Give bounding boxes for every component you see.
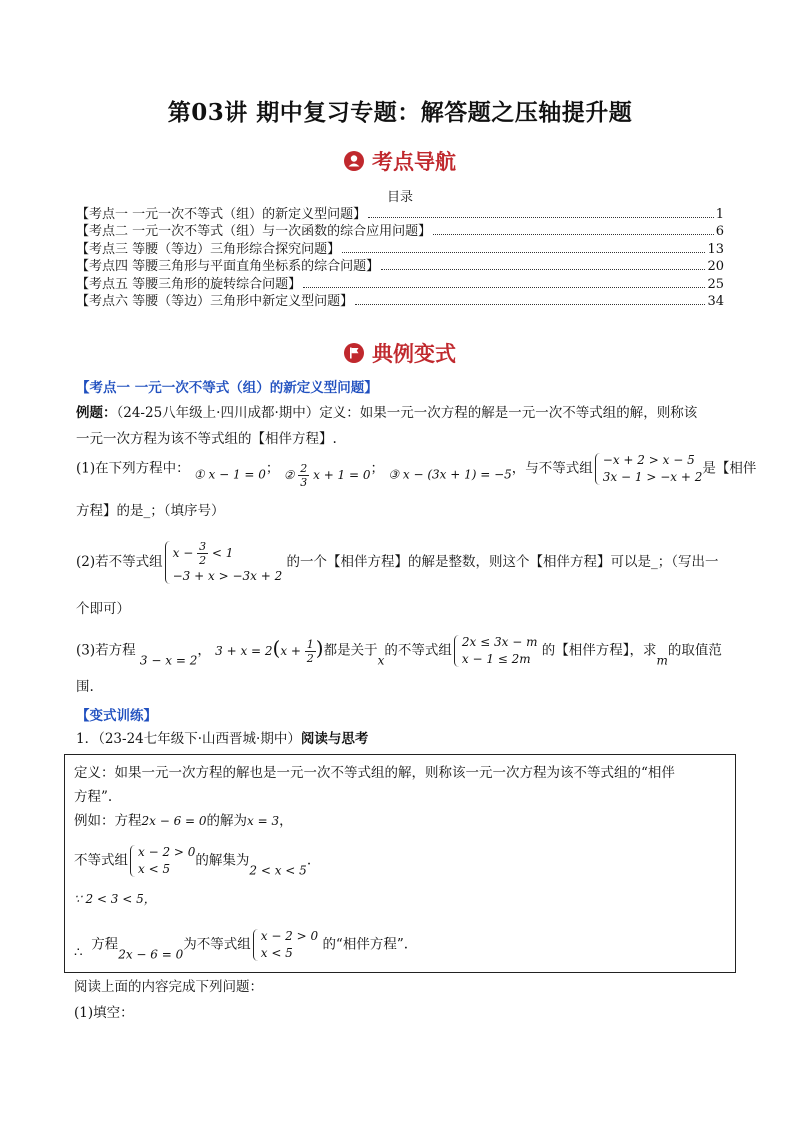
- toc-leader-dots: [433, 234, 714, 235]
- toc-leader-dots: [368, 217, 714, 218]
- box-line-2: 方程”.: [74, 789, 113, 805]
- toc-leader-dots: [342, 252, 705, 253]
- toc-item-page: 1: [715, 207, 724, 222]
- question-3-line2: 围.: [76, 679, 94, 695]
- example-intro: 例题：（24-25八年级上·四川成都·期中）定义：如果一元一次方程的解是一元一次不等式组的解，则称该: [76, 405, 698, 421]
- box-line-1: 定义：如果一元一次方程的解也是一元一次不等式组的解，则称该一元一次方程为该不等式组的“相伴: [74, 765, 675, 781]
- equation-3: ③ x − (3x + 1) = −5: [388, 467, 512, 482]
- toc-item-label: 【考点二 一元一次不等式（组）与一次函数的综合应用问题】: [76, 224, 432, 240]
- equation-3-a: 3 − x = 2: [139, 653, 198, 668]
- question-1-line2: 方程】的是_；（填序号）: [76, 503, 225, 519]
- box-inequality-system: x − 2 > 0 x < 5: [128, 844, 195, 878]
- toc-heading: 目录: [386, 190, 413, 205]
- toc-item-page: 20: [707, 259, 724, 275]
- equation-3-b: 3 + x = 2(x + $\frac{1}{2}$ ): [215, 635, 324, 665]
- question-2-line2: 个即可）: [76, 601, 130, 617]
- question-3: (3)若方程 3 − x = 2， 3 + x = 2(x + $\frac{1}{2}$ )都是关于x的不等式组 2x ≤ 3x − m x − 1 ≤ 2m 的【相伴方程】，求m的取值范: [76, 635, 722, 668]
- inequality-system-3: 2x ≤ 3x − m x − 1 ≤ 2m: [452, 634, 538, 668]
- inequality-system-2: x − $\frac{3}{2}$ < 1 −3 + x > −3x + 2: [163, 540, 283, 585]
- toc-leader-dots: [381, 269, 705, 270]
- toc-item[interactable]: [76, 255, 724, 275]
- toc-item[interactable]: [76, 238, 724, 255]
- page-title: 第03讲 期中复习专题：解答题之压轴提升题: [167, 99, 633, 126]
- toc-item-page: 34: [707, 294, 724, 309]
- user-icon: [344, 151, 364, 171]
- toc-item-label: 【考点四 等腰三角形与平面直角坐标系的综合问题】: [76, 259, 380, 275]
- box-line-5: ∵ 2 < 3 < 5，: [74, 892, 156, 906]
- toc-item[interactable]: [76, 290, 724, 307]
- toc-leader-dots: [303, 287, 705, 288]
- toc-item[interactable]: [76, 203, 724, 220]
- inequality-system-1: −x + 2 > x − 5 3x − 1 > −x + 2: [593, 452, 703, 486]
- toc-item-label: 【考点一 一元一次不等式（组）的新定义型问题】: [76, 207, 367, 222]
- toc-item[interactable]: [76, 273, 724, 290]
- question-2: (2)若不等式组 x − $\frac{3}{2}$ < 1 −3 + x > −3x + 2 的一个【相伴方程】的解是整数，则这个【相伴方程】可以是_；（写出一: [76, 540, 719, 583]
- example-intro-line2: 一元一次方程为该不等式组的【相伴方程】.: [76, 431, 337, 447]
- box-line-6: ∴ 方程2x − 6 = 0为不等式组 x − 2 > 0 x < 5 的“相伴方程”.: [74, 929, 409, 962]
- equation-2: ② $\frac{2}{3}$ x + 1 = 0: [283, 461, 371, 489]
- topic1-heading: 【考点一 一元一次不等式（组）的新定义型问题】: [76, 380, 378, 396]
- flag-icon: [344, 343, 364, 363]
- box-line-4: 不等式组 x − 2 > 0 x < 5 的解集为2 < x < 5.: [74, 845, 312, 878]
- variant-heading: 【变式训练】: [76, 708, 157, 724]
- toc-item-page: 13: [707, 241, 724, 257]
- toc-item[interactable]: [76, 220, 724, 240]
- box-line-3: 例如：方程2x − 6 = 0的解为x = 3，: [74, 813, 293, 829]
- example-label: 例题：: [76, 405, 117, 421]
- exercise-1-intro: 1．（23-24七年级下·山西晋城·期中）阅读与思考: [76, 731, 369, 747]
- toc-item-label: 【考点三 等腰（等边）三角形综合探究问题】: [76, 241, 341, 257]
- after-box-line-1: 阅读上面的内容完成下列问题：: [74, 979, 263, 995]
- examples-heading: 典例变式: [0, 338, 800, 368]
- toc-item-label: 【考点六 等腰（等边）三角形中新定义型问题】: [76, 294, 354, 309]
- toc-item-label: 【考点五 等腰三角形的旋转综合问题】: [76, 276, 302, 292]
- equation-1: ① x − 1 = 0: [193, 467, 266, 482]
- question-1: (1)在下列方程中： ① x − 1 = 0； ② $\frac{2}{3}$ x + 1 = 0； ③ x − (3x + 1) = −5，与不等式组 −x + 2 > x − 5 3x − 1 > −x + 2 是【相伴: [76, 453, 757, 489]
- nav-heading: 考点导航: [0, 146, 800, 176]
- toc-leader-dots: [355, 304, 705, 305]
- toc-item-page: 6: [715, 224, 724, 240]
- toc-item-page: 25: [707, 276, 724, 292]
- after-box-line-2: (1)填空：: [74, 1005, 134, 1021]
